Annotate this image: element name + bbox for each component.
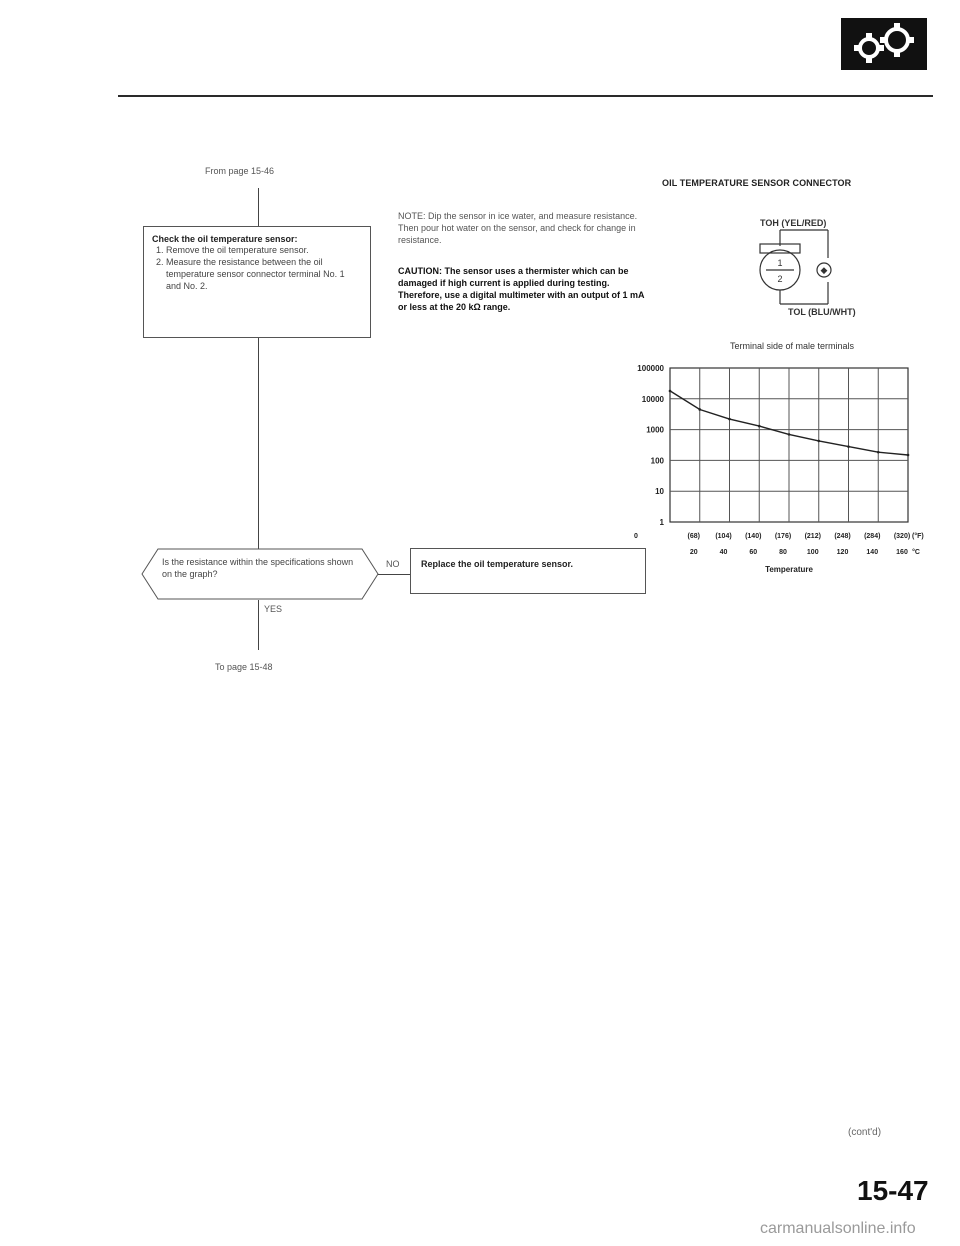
x-tick-label-c: 100 xyxy=(806,549,819,556)
x-tick-label-c: 80 xyxy=(779,549,787,556)
watermark: carmanualsonline.info xyxy=(760,1220,916,1237)
x-tick-label-c: 140 xyxy=(866,549,879,556)
y-tick-label: 10000 xyxy=(641,394,664,404)
x-tick-label-c: 120 xyxy=(836,549,849,556)
flow-connector-top xyxy=(258,188,259,226)
curve-point xyxy=(758,425,761,428)
key-symbol: ◆ xyxy=(820,265,828,275)
tol-label: TOL (BLU/WHT) xyxy=(788,307,856,317)
check-sensor-box xyxy=(143,226,371,338)
from-page-label: From page 15-46 xyxy=(205,166,275,176)
contd-label: (cont'd) xyxy=(848,1127,882,1138)
x-tick-label-f: (212) xyxy=(804,533,821,540)
c-unit-label: °C xyxy=(912,549,920,556)
check-title: Check the oil temperature sensor: xyxy=(152,234,298,244)
x-tick-label-c: 60 xyxy=(749,549,758,556)
x-tick-label-f: (284) xyxy=(864,533,881,540)
flow-connector-bottom xyxy=(258,600,259,650)
x-tick-label-c: 40 xyxy=(719,549,728,556)
replace-text: Replace the oil temperature sensor. xyxy=(421,559,574,569)
x-tick-label-f: (320) xyxy=(893,533,911,540)
resistance-chart xyxy=(600,362,930,602)
flow-connector-middle xyxy=(258,338,259,550)
x-tick-label-f: (104) xyxy=(715,533,732,540)
note-text: NOTE: Dip the sensor in ice water, and measure resistance. Then pour hot water on the sensor, and check for change in resistance. xyxy=(398,211,638,245)
no-label: NO xyxy=(386,559,400,569)
decision-question: Is the resistance within the specifications shown on the graph? xyxy=(162,557,354,579)
x-tick-label-f: (140) xyxy=(745,533,762,540)
curve-point xyxy=(669,390,672,393)
toh-label: TOH (YEL/RED) xyxy=(760,218,827,228)
y-tick-label: 1000 xyxy=(646,425,664,435)
header-rule xyxy=(118,95,933,97)
pin-1-label: 1 xyxy=(777,258,783,268)
x-tick-label-c: 0 xyxy=(634,533,638,540)
curve-point xyxy=(877,451,880,454)
pin-2-label: 2 xyxy=(777,274,783,284)
x-tick-label-f: (176) xyxy=(774,533,792,540)
y-tick-label: 1 xyxy=(659,518,664,527)
y-tick-label: 100 xyxy=(650,456,664,466)
connector-diagram xyxy=(730,228,840,312)
page-number: 15-47 xyxy=(857,1175,929,1206)
gears-logo xyxy=(841,18,927,70)
x-axis-title: Temperature xyxy=(765,565,813,574)
curve-point xyxy=(817,440,820,443)
check-steps xyxy=(152,244,362,292)
curve-point xyxy=(728,418,731,421)
curve-point xyxy=(698,408,701,411)
y-tick-label: 100000 xyxy=(637,364,664,373)
connector-caption: Terminal side of male terminals xyxy=(730,341,855,351)
curve-point xyxy=(788,433,791,436)
caution-text: CAUTION: The sensor uses a thermister which can be damaged if high current is applied during testing. Therefore, use a digital multimeter with an output of 1 mA or less at the 20 kΩ range. xyxy=(398,266,645,312)
connector-title: OIL TEMPERATURE SENSOR CONNECTOR xyxy=(662,178,852,188)
x-tick-label-f: (68) xyxy=(687,533,700,540)
curve-point xyxy=(907,454,910,457)
to-page-label: To page 15-48 xyxy=(215,662,273,672)
y-tick-label: 10 xyxy=(655,487,664,497)
x-tick-label-c: 20 xyxy=(689,549,698,556)
step-2: 2. Measure the resistance between the oil temperature sensor connector terminal No. 1 and No. 2. xyxy=(166,256,362,292)
x-tick-label-f: (248) xyxy=(834,533,851,540)
x-tick-label-c: 160 xyxy=(896,549,908,556)
f-unit-label: (°F) xyxy=(912,533,924,540)
gears-icon xyxy=(845,22,923,66)
yes-label: YES xyxy=(264,604,283,614)
curve-point xyxy=(847,445,850,448)
no-connector xyxy=(378,574,410,575)
step-1: 1. Remove the oil temperature sensor. xyxy=(166,244,362,256)
